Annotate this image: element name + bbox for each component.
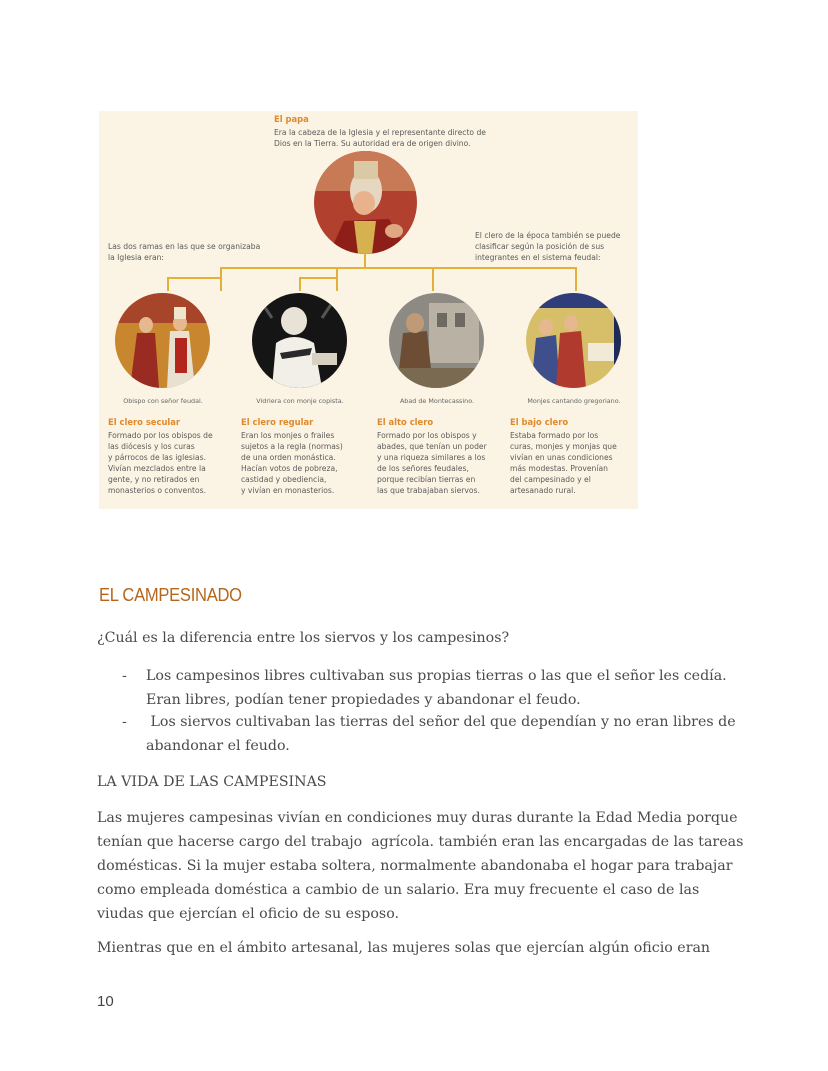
branch-line: Vivían mezclados entre la [108,464,206,473]
connector-branch-2 [299,277,337,279]
list-line: Los campesinos libres cultivaban sus propias tierras o las que el señor les cedía. [146,668,727,684]
branch-secular [108,417,213,496]
paragraph-2 [97,936,710,960]
branch-line: artesanado rural. [510,486,576,495]
papa-line-2: Dios en la Tierra. Su autoridad era de origen divino. [274,139,471,148]
branch-line: monasterios o conventos. [108,486,207,495]
list-dash: - [122,668,127,684]
connector-horizontal [220,267,577,269]
list-item-text [146,664,746,712]
list-line: abandonar el feudo. [146,738,290,754]
list-line: Los siervos cultivaban las tierras del señor del que dependían y no eran libres de [146,714,736,730]
clergy-figure [99,111,638,509]
branch-line: porque recibían tierras en [377,475,476,484]
branch-title: El bajo clero [510,417,569,427]
right-note-2: clasificar según la posición de sus [475,242,605,251]
branch-line: y vivían en monasterios. [241,486,335,495]
connector-branch-1 [167,277,221,279]
branch-low-clergy [510,417,617,496]
branch-line: Formado por los obispos y [377,431,477,440]
branch-line: abades, que tenían un poder [377,442,487,451]
branch-line: del campesinado y el [510,475,591,484]
singing-monks-image [526,293,621,388]
branch-regular [241,417,343,496]
question: ¿Cuál es la diferencia entre los siervos y los campesinos? [97,630,510,646]
branch-line: Eran los monjes o frailes [241,431,335,440]
right-note-3: integrantes en el sistema feudal: [475,253,601,262]
branch-title: El clero regular [241,417,314,427]
connector-vertical [364,254,366,268]
connector-drop-2b [299,277,301,291]
paragraph-1 [97,806,743,926]
caption-singing-monks: Monjes cantando gregoriano. [527,397,621,405]
caption-abbot: Abad de Montecassino. [399,397,475,405]
branch-line: vivían en unas condiciones [510,453,613,462]
list-dash: - [122,714,127,730]
branch-line: Estaba formado por los [510,431,599,440]
page-number: 10 [97,993,114,1010]
right-note-1: El clero de la época también se puede [475,231,621,240]
connector-drop-3 [432,267,434,291]
bishop-image [115,293,210,388]
connector-drop-1b [167,277,169,291]
branch-high-clergy [377,417,487,496]
branch-line: de los señores feudales, [377,464,469,473]
subheading: LA VIDA DE LAS CAMPESINAS [97,774,327,790]
branch-title: El alto clero [377,417,434,427]
branch-line: sujetos a la regla (normas) [241,442,343,451]
paragraph-line: Mientras que en el ámbito artesanal, las mujeres solas que ejercían algún oficio eran [97,940,711,956]
branch-line: curas, monjes y monjas que [510,442,617,451]
branch-line: gente, y no retirados en [108,475,200,484]
section-title: EL CAMPESINADO [99,585,242,605]
paragraph-line: domésticas. Si la mujer estaba soltera, normalmente abandonaba el hogar para trabajar [97,858,733,874]
paragraph-line: tenían que hacerse cargo del trabajo agrícola. también eran las encargadas de las tareas [97,834,744,850]
branch-line: las que trabajaban siervos. [377,486,480,495]
left-note-1: Las dos ramas en las que se organizaba [108,242,261,251]
papa-title: El papa [274,114,309,124]
paragraph-line: viudas que ejercían el oficio de su esposo. [97,906,399,922]
paragraph-line: Las mujeres campesinas vivían en condiciones muy duras durante la Edad Media porque [97,810,738,826]
pope-image [314,151,417,254]
branch-title: El clero secular [108,417,181,427]
list-item-text [146,710,746,758]
branch-line: más modestas. Provenían [510,464,608,473]
branch-line: y párrocos de las iglesias. [108,453,207,462]
branch-line: Formado por los obispos de [108,431,213,440]
branch-line: las diócesis y los curas [108,442,195,451]
connector-drop-4 [575,267,577,291]
caption-bishop: Obispo con señor feudal. [123,397,203,405]
connector-drop-1 [220,267,222,291]
caption-monk: Vidriera con monje copista. [256,397,344,405]
connector-drop-2 [336,267,338,291]
papa-line-1: Era la cabeza de la Iglesia y el representante directo de [274,128,486,137]
branch-line: y una riqueza similares a los [377,453,486,462]
branch-line: de una orden monástica. [241,453,336,462]
branch-line: Hacían votos de pobreza, [241,464,338,473]
left-note-2: la Iglesia eran: [108,253,164,262]
list-line: Eran libres, podían tener propiedades y abandonar el feudo. [146,692,581,708]
paragraph-line: como empleada doméstica a cambio de un salario. Era muy frecuente el caso de las [97,882,700,898]
abbot-image [389,293,484,388]
monk-copyist-image [252,293,347,388]
branch-line: castidad y obediencia, [241,475,327,484]
